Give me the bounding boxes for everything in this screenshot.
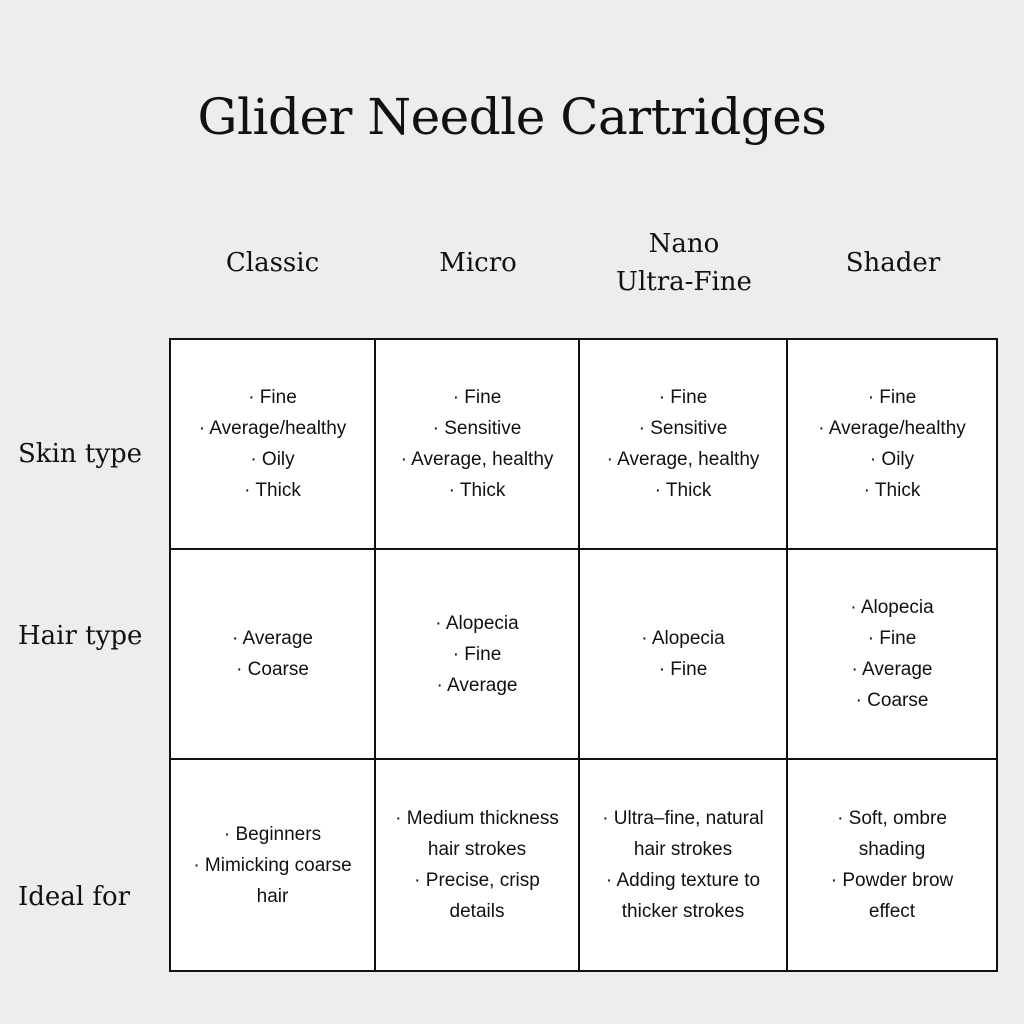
cell-line: · Thick — [863, 480, 921, 501]
row-header-hair-type: Hair type — [18, 621, 143, 651]
cell-line: · Thick — [244, 480, 301, 501]
cell-line: thicker strokes — [621, 901, 745, 922]
cell-line: · Average — [436, 674, 518, 696]
row-header-ideal-for: Ideal for — [18, 882, 131, 912]
cell-line: · Oily — [869, 449, 915, 470]
cell-line: · Ultra–fine, natural — [602, 808, 764, 829]
cell-line: · Fine — [452, 387, 502, 408]
column-header-classic: Classic — [225, 248, 320, 278]
cell-line: details — [449, 901, 505, 922]
cell-line: · Average — [851, 659, 933, 680]
cell-line: · Beginners — [223, 823, 322, 845]
cell-line: · Sensitive — [432, 418, 522, 439]
cell-line: · Average/healthy — [198, 418, 347, 439]
table-cell-ideal-for-shader — [788, 760, 996, 970]
cell-line: · Fine — [658, 387, 708, 408]
cell-line: · Thick — [448, 480, 506, 501]
table-cell-hair-type-classic — [171, 550, 376, 760]
cell-line: hair — [256, 885, 289, 907]
cell-line: · Alopecia — [850, 597, 934, 618]
cell-line: hair strokes — [427, 839, 527, 860]
row-header-skin-type: Skin type — [18, 439, 143, 469]
cell-line: · Fine — [452, 643, 502, 665]
cell-line: · Average, healthy — [606, 449, 760, 470]
cell-line: · Fine — [867, 387, 917, 408]
table-cell-skin-type-nano — [580, 340, 788, 550]
cell-line: · Sensitive — [638, 418, 728, 439]
cell-line: · Soft, ombre — [837, 808, 947, 829]
cell-line: shading — [858, 839, 926, 860]
cell-line: · Precise, crisp — [414, 870, 540, 891]
page-title: Glider Needle Cartridges — [197, 88, 827, 146]
cell-line: · Thick — [654, 480, 712, 501]
table-cell-hair-type-shader — [788, 550, 996, 760]
table-cell-ideal-for-classic — [171, 760, 376, 970]
cell-line: · Mimicking coarse — [193, 854, 352, 876]
cell-line: · Average, healthy — [400, 449, 554, 470]
cell-line: · Average — [232, 628, 313, 649]
cell-line: · Oily — [250, 449, 295, 470]
cell-line: · Fine — [248, 387, 297, 408]
cell-line: · Medium thickness — [395, 808, 559, 829]
column-header-shader: Shader — [845, 248, 941, 278]
cell-line: · Adding texture to — [605, 870, 761, 891]
cell-line: · Average/healthy — [818, 418, 966, 439]
cell-line: · Fine — [658, 659, 708, 680]
cell-line: · Coarse — [855, 690, 929, 711]
cell-line: · Powder brow — [830, 870, 954, 891]
cell-line: · Coarse — [236, 659, 309, 680]
table-cell-hair-type-micro — [376, 550, 580, 760]
cell-line: · Alopecia — [641, 628, 725, 649]
cell-line: · Alopecia — [435, 612, 519, 634]
column-header-micro: Micro — [439, 248, 517, 278]
table-cell-ideal-for-micro — [376, 760, 580, 970]
column-header-nano: Nano Ultra-Fine — [616, 229, 752, 297]
cell-line: hair strokes — [633, 839, 733, 860]
table-cell-ideal-for-nano — [580, 760, 788, 970]
table-cell-skin-type-micro — [376, 340, 580, 550]
comparison-table — [169, 338, 998, 972]
table-cell-skin-type-classic — [171, 340, 376, 550]
table-cell-skin-type-shader — [788, 340, 996, 550]
cell-line: · Fine — [867, 628, 917, 649]
table-cell-hair-type-nano — [580, 550, 788, 760]
cell-line: effect — [868, 901, 916, 922]
